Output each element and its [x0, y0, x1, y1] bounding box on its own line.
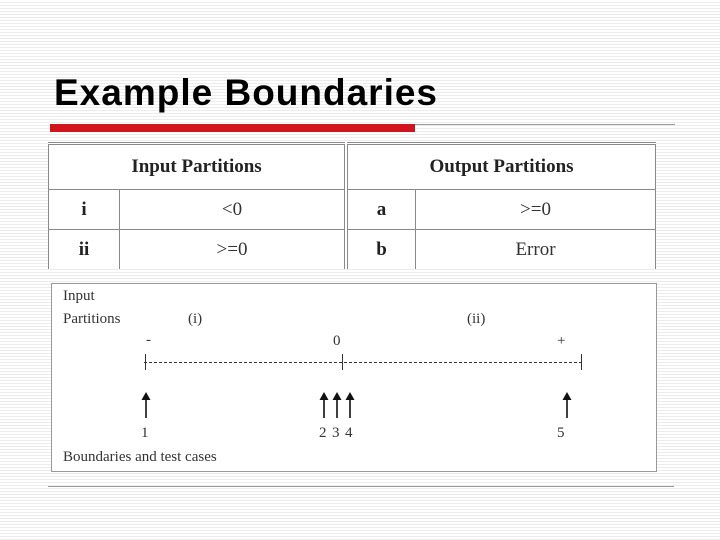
- arrow-up-icon: [140, 392, 152, 418]
- zero-label: 0: [333, 333, 341, 349]
- slide-title: Example Boundaries: [54, 72, 439, 113]
- boundary-diagram: [51, 283, 657, 472]
- number-line-end-tick: [581, 354, 582, 370]
- test-case-label: 5: [557, 425, 565, 441]
- table-row: [49, 230, 345, 270]
- arrow-up-icon: [561, 392, 573, 418]
- test-case-label: 4: [345, 425, 353, 441]
- partitions-label: Partitions: [63, 311, 121, 327]
- partition-ii-label: (ii): [467, 311, 486, 327]
- row-label: a: [348, 190, 416, 230]
- title-underline-accent: [50, 124, 415, 132]
- input-partitions-table: [48, 142, 345, 269]
- output-partitions-header: Output Partitions: [348, 144, 656, 190]
- test-case-label: 1: [141, 425, 149, 441]
- title-underline-rule: [415, 124, 675, 125]
- partitions-tables: [48, 142, 655, 269]
- row-value: >=0: [416, 190, 656, 230]
- table-row: [348, 230, 656, 270]
- footer-rule: [48, 486, 674, 487]
- row-label: i: [49, 190, 120, 230]
- number-line-start-tick: [145, 354, 146, 370]
- input-label: Input: [63, 288, 95, 304]
- output-partitions-table: [347, 142, 656, 269]
- plus-sign: +: [557, 333, 566, 349]
- row-label: b: [348, 230, 416, 270]
- number-line: [144, 362, 582, 363]
- table-row: [348, 190, 656, 230]
- input-partitions-header: Input Partitions: [49, 144, 345, 190]
- diagram-caption: Boundaries and test cases: [63, 449, 217, 465]
- partition-i-label: (i): [188, 311, 203, 327]
- arrow-up-icon: [318, 392, 330, 418]
- arrow-up-icon: [331, 392, 343, 418]
- minus-sign: -: [146, 332, 151, 348]
- row-label: ii: [49, 230, 120, 270]
- arrow-up-icon: [344, 392, 356, 418]
- row-value: >=0: [120, 230, 345, 270]
- test-case-label: 3: [332, 425, 340, 441]
- row-value: <0: [120, 190, 345, 230]
- table-row: [49, 190, 345, 230]
- number-line-zero-tick: [342, 354, 343, 370]
- test-case-label: 2: [319, 425, 327, 441]
- row-value: Error: [416, 230, 656, 270]
